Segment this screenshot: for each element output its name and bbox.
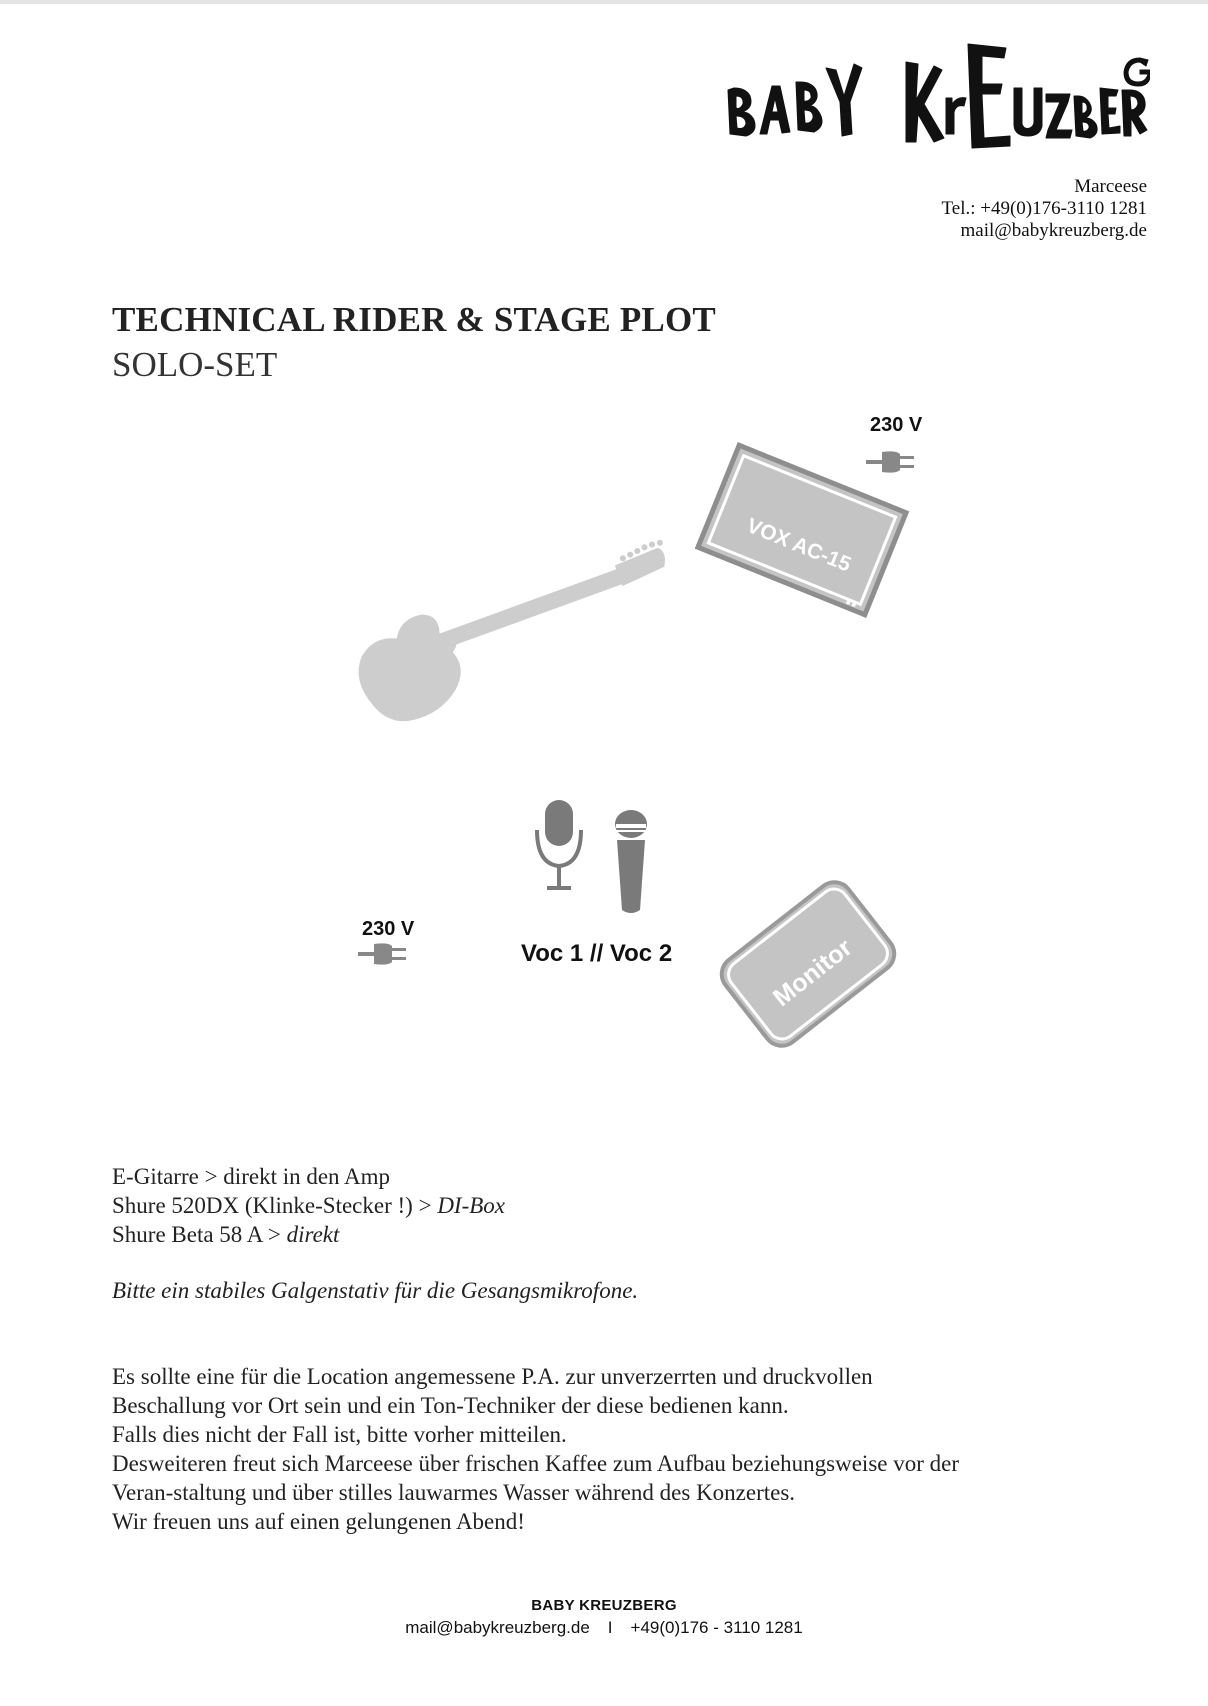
page-top-border [0, 0, 1208, 4]
footer-email[interactable]: mail@babykreuzberg.de [405, 1618, 590, 1637]
page-footer [0, 1597, 1208, 1638]
amp-icon [698, 445, 906, 614]
equipment-source: Shure 520DX (Klinke-Stecker !) > [112, 1193, 438, 1218]
power-label-left: 230 V [362, 918, 415, 940]
vocals-label: Voc 1 // Voc 2 [521, 940, 673, 967]
condenser-mic-icon [537, 800, 581, 890]
guitar-icon [345, 528, 691, 733]
contact-block [941, 176, 1147, 242]
page-subtitle: SOLO-SET [112, 345, 278, 384]
equipment-source: Shure Beta 58 A > [112, 1222, 287, 1247]
footer-name: BABY KREUZBERG [531, 1597, 677, 1614]
stage-plot [0, 400, 1208, 1080]
body-line: Wir freuen uns auf einen gelungenen Abend! [112, 1509, 525, 1534]
power-label-top: 230 V [870, 414, 923, 436]
power-plug-icon [358, 943, 406, 964]
contact-name: Marceese [1074, 176, 1147, 197]
stand-note: Bitte ein stabiles Galgenstativ für die Gesangsmikrofone. [112, 1278, 639, 1303]
body-line: Es sollte eine für die Location angemessene P.A. zur unverzerrten und druckvollen [112, 1364, 873, 1389]
contact-email[interactable]: mail@babykreuzberg.de [960, 220, 1147, 241]
equipment-line: E-Gitarre > direkt in den Amp [112, 1164, 391, 1189]
equipment-target: DI-Box [437, 1193, 505, 1218]
power-plug-icon [866, 451, 914, 472]
handheld-mic-icon [615, 810, 647, 913]
rider-body [112, 1362, 959, 1536]
equipment-target: direkt [286, 1222, 340, 1247]
equipment-line [112, 1191, 505, 1220]
body-line: Falls dies nicht der Fall ist, bitte vorher mitteilen. [112, 1422, 567, 1447]
body-line: Veran-staltung und über stilles lauwarmes Wasser während des Konzertes. [112, 1480, 796, 1505]
amp-label: VOX AC-15 [743, 514, 855, 577]
page-title: TECHNICAL RIDER & STAGE PLOT [112, 300, 716, 339]
monitor-label: Monitor [768, 933, 858, 1013]
footer-separator: I [607, 1618, 613, 1637]
body-line: Desweiteren freut sich Marceese über frischen Kaffee zum Aufbau beziehungsweise vor der [112, 1451, 960, 1476]
contact-phone: Tel.: +49(0)176-3110 1281 [941, 198, 1147, 219]
equipment-list [112, 1162, 505, 1249]
footer-phone: +49(0)176 - 3110 1281 [630, 1618, 803, 1637]
baby-kreuzberg-logo [720, 38, 1150, 158]
footer-contact [0, 1618, 1208, 1638]
equipment-line [112, 1220, 505, 1249]
body-line: Beschallung vor Ort sein und ein Ton-Techniker der diese bedienen kann. [112, 1393, 789, 1418]
